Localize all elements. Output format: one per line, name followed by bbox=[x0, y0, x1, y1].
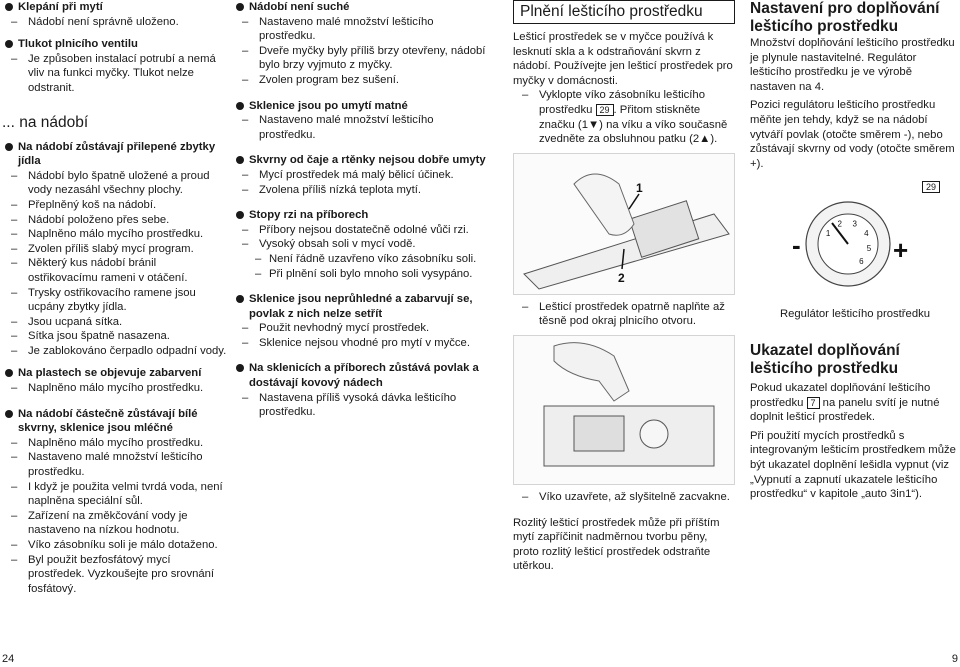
list-item: – Jsou ucpaná sítka. bbox=[2, 315, 228, 330]
bullet-icon bbox=[236, 364, 244, 372]
list-item: – Naplněno málo mycího prostředku. bbox=[2, 381, 228, 396]
list-item: – Trysky ostřikovacího ramene jsou ucpány zbytky jídla. bbox=[2, 286, 228, 315]
list-item: – Nastaveno malé množství lešticího prostředku. bbox=[233, 15, 491, 44]
regulator-dial-drawing bbox=[750, 179, 960, 304]
bullet-icon bbox=[5, 410, 13, 418]
figure-ref: 29 bbox=[596, 104, 614, 116]
dial-number: 6 bbox=[859, 257, 864, 267]
list-item: – Nádobí není správně uloženo. bbox=[2, 15, 228, 30]
section-title-nastaveni: Nastavení pro doplňování lešticího prostředku bbox=[750, 0, 940, 35]
page-number-left: 24 bbox=[2, 653, 15, 665]
step-3: – Víko uzavřete, až slyšitelně zacvakne. bbox=[513, 490, 735, 505]
list-item: – Sítka jsou špatně nasazena. bbox=[2, 329, 228, 344]
list-item: – Nádobí bylo špatně uložené a proud vody nezasáhl všechny plochy. bbox=[2, 169, 228, 198]
list-item: – Mycí prostředek má malý bělicí účinek. bbox=[233, 168, 491, 183]
arrow-down-icon: ▼ bbox=[587, 118, 600, 131]
bullet-icon bbox=[236, 295, 244, 303]
dispenser-fill-drawing bbox=[514, 336, 734, 484]
list-item: – Víko zásobníku soli je málo dotaženo. bbox=[2, 538, 228, 553]
heading-bile-skvrny: Na nádobí částečně zůstávají bílé skvrny, sklenice jsou mléčné bbox=[2, 407, 228, 436]
page-number-right: 9 bbox=[951, 653, 958, 665]
step-1: – Vyklopte víko zásobníku lešticího prostředku 29 . Přitom stiskněte značku (1▼) na víku a víko současně zvedněte za obsluhnou patku (2▲). bbox=[513, 88, 735, 146]
fig-label-2: 2 bbox=[618, 270, 625, 285]
list-item: – Nastavena příliš vysoká dávka lešticího prostředku. bbox=[233, 391, 491, 420]
bullet-icon bbox=[236, 156, 244, 164]
list-item: – Při plnění soli bylo mnoho soli vysypáno. bbox=[233, 267, 491, 282]
list-nadobi-neni-suche bbox=[233, 15, 491, 88]
list-sklenice-neprusvitne bbox=[233, 321, 491, 350]
dial-number: 5 bbox=[866, 244, 872, 254]
paragraph-3: Pokud ukazatel doplňování lešticího prostředku 7 na panelu svítí je nutné doplnit lešticí prostředek. bbox=[750, 381, 940, 424]
list-item: – Zařízení na změkčování vody je nastaveno na nízkou hodnotu. bbox=[2, 509, 228, 538]
list-item: – Zvolen program bez sušení. bbox=[233, 73, 491, 88]
column-4 bbox=[750, 0, 960, 502]
list-zbytky-jidla bbox=[2, 169, 228, 359]
list-item: – Sklenice nejsou vhodné pro mytí v myčce. bbox=[233, 336, 491, 351]
column-1 bbox=[2, 0, 228, 596]
list-item: – Dveře myčky byly příliš brzy otevřeny, nádobí bylo brzy vyjmuto z myčky. bbox=[233, 44, 491, 73]
list-item: – Vysoký obsah soli v mycí vodě. bbox=[233, 237, 491, 252]
illustration-open-dispenser bbox=[513, 153, 735, 295]
bullet-icon bbox=[236, 102, 244, 110]
column-2 bbox=[233, 0, 491, 420]
dial-plus-sign: + bbox=[893, 235, 909, 266]
dial-number: 3 bbox=[852, 219, 857, 229]
bullet-icon bbox=[5, 143, 13, 151]
section-title-ukazatel: Ukazatel doplňování lešticího prostředku bbox=[750, 341, 900, 377]
arrow-up-icon: ▲ bbox=[699, 133, 711, 146]
list-item: – Je způsoben instalací potrubí a nemá vliv na funkci myčky. Tlukot nelze odstranit. bbox=[2, 52, 228, 96]
list-item: – Příbory nejsou dostatečně odolné vůči rzi. bbox=[233, 223, 491, 238]
bullet-icon bbox=[5, 3, 13, 11]
bullet-icon bbox=[236, 3, 244, 11]
heading-tlukot: Tlukot plnicího ventilu bbox=[2, 37, 228, 52]
list-item: – Zvolen příliš slabý mycí program. bbox=[2, 242, 228, 257]
dial-number: 2 bbox=[837, 219, 842, 229]
paragraph-1: Množství doplňování lešticího prostředku je plynule nastavitelné. Regulátor lešticího prostředku je ve výrobě nastaven na 4. bbox=[750, 37, 955, 93]
heading-zbytky-jidla: Na nádobí zůstávají přilepené zbytky jídla bbox=[2, 140, 228, 169]
list-item: – Naplněno málo mycího prostředku. bbox=[2, 227, 228, 242]
intro-text: Lešticí prostředek se v myčce používá k lesknutí skla a k odstraňování skvrn z nádobí. Používejte jen lešticí prostředek pro myčky v domácnosti. bbox=[513, 31, 733, 87]
list-item: – Nastaveno malé množství lešticího prostředku. bbox=[2, 450, 228, 479]
figure-caption: Regulátor lešticího prostředku bbox=[779, 308, 931, 321]
list-item: – Použit nevhodný mycí prostředek. bbox=[233, 321, 491, 336]
heading-sklenice-matne: Sklenice jsou po umytí matné bbox=[233, 99, 491, 114]
list-item: – Zvolena příliš nízká teplota mytí. bbox=[233, 183, 491, 198]
section-title-plneni: Plnění lešticího prostředku bbox=[513, 0, 735, 24]
bullet-icon bbox=[5, 369, 13, 377]
section-title-na-nadobi: ... na nádobí bbox=[2, 113, 89, 131]
heading-stopy-rzi: Stopy rzi na příborech bbox=[233, 208, 491, 223]
heading-kovovy-nadech: Na sklenicích a příborech zůstává povlak a dostávají kovový nádech bbox=[233, 361, 491, 390]
list-item: – Byl použit bezfosfátový mycí prostředek. Vyzkoušejte pro srovnání fosfátový. bbox=[2, 553, 228, 597]
list-bile-skvrny bbox=[2, 436, 228, 597]
dial-number: 1 bbox=[825, 229, 831, 239]
heading-skvrny-caj: Skvrny od čaje a rtěnky nejsou dobře umyty bbox=[233, 153, 491, 168]
list-skvrny-caj bbox=[233, 168, 491, 197]
list-item: – Nádobí položeno přes sebe. bbox=[2, 213, 228, 228]
list-item: – Naplněno málo mycího prostředku. bbox=[2, 436, 228, 451]
bullet-icon bbox=[236, 211, 244, 219]
outro-text: Rozlitý lešticí prostředek může při příštím mytí zapříčinit nadměrnou tvorbu pěny, proto rozlitý lešticí prostředek odstraňte utěrkou. bbox=[513, 516, 720, 573]
illustration-fill-dispenser bbox=[513, 335, 735, 485]
heading-klepani: Klepání při mytí bbox=[2, 0, 228, 15]
dispenser-open-drawing bbox=[514, 154, 734, 294]
heading-zabarveni: Na plastech se objevuje zabarvení bbox=[2, 366, 228, 381]
fig-label-1: 1 bbox=[636, 180, 643, 195]
list-item: – Nastaveno malé množství lešticího prostředku. bbox=[233, 113, 491, 142]
dial-number: 4 bbox=[864, 229, 869, 239]
step-2: – Lešticí prostředek opatrně naplňte až těsně pod okraj plnicího otvoru. bbox=[513, 300, 735, 329]
figure-ref: 29 bbox=[922, 181, 940, 193]
column-3 bbox=[513, 0, 735, 574]
list-item: – Je zablokováno čerpadlo odpadní vody. bbox=[2, 344, 228, 359]
dial-minus-sign: - bbox=[792, 230, 801, 261]
bullet-icon bbox=[5, 40, 13, 48]
list-item: – I když je použita velmi tvrdá voda, není naplněna speciální sůl. bbox=[2, 480, 228, 509]
list-item: – Některý kus nádobí bránil ostřikovacímu rameni v otáčení. bbox=[2, 256, 228, 285]
panel-ref: 7 bbox=[807, 397, 820, 409]
list-item: – Není řádně uzavřeno víko zásobníku soli. bbox=[233, 252, 491, 267]
heading-nadobi-neni-suche: Nádobí není suché bbox=[233, 0, 491, 15]
paragraph-2: Pozici regulátoru lešticího prostředku měňte jen tehdy, když se na nádobí vytváří povlak (otočte směrem -), nebo zůstávají skvrny od vody (otočte směrem +). bbox=[750, 99, 955, 170]
list-item: – Přeplněný koš na nádobí. bbox=[2, 198, 228, 213]
illustration-regulator bbox=[750, 179, 960, 309]
heading-sklenice-neprusvitne: Sklenice jsou neprůhledné a zabarvují se, povlak z nich nelze setřít bbox=[233, 292, 491, 321]
sublist-stopy-rzi bbox=[233, 252, 491, 281]
paragraph-4: Při použití mycích prostředků s integrovaným lešticím prostředkem může být ukazatel doplnění lešidla vypnut (viz „Vypnutí a zapnutí ukazatele lešticího prostředku“ v kapitole „auto 3in1“). bbox=[750, 429, 956, 501]
